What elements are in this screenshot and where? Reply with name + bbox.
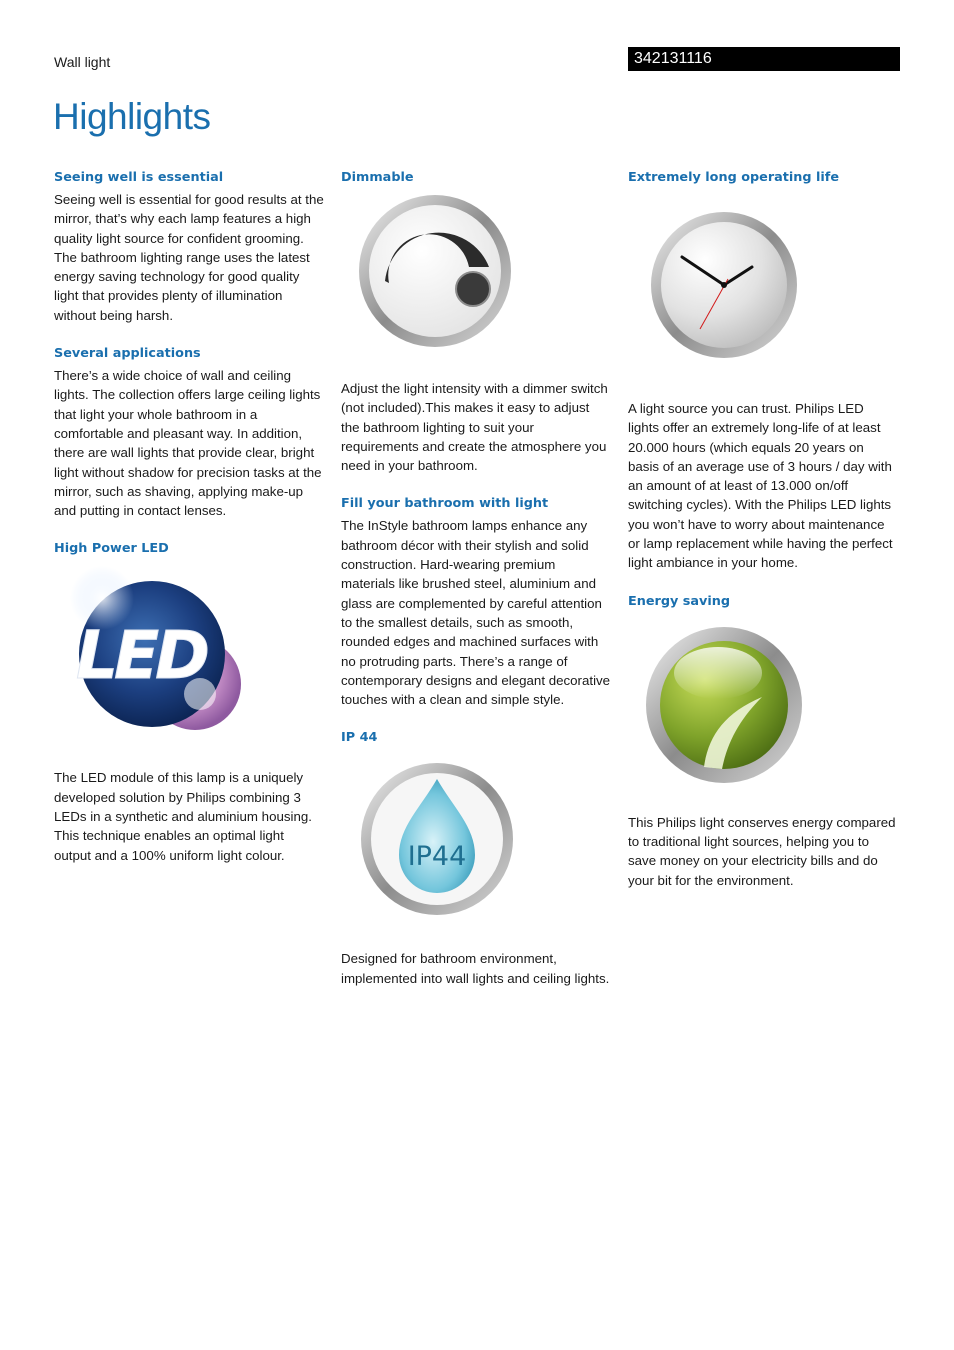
- column-1: [54, 168, 324, 884]
- column-3: [628, 168, 898, 909]
- section-applications: [54, 344, 324, 520]
- clock-icon: [648, 211, 800, 363]
- section-text: The LED module of this lamp is a uniquely developed solution by Philips combining 3 LEDs in a synthetic and aluminium housing. This technique enables an optimal light output and a 100% uniform light colour.: [54, 770, 312, 863]
- dimmer-dial-icon: [355, 193, 515, 353]
- section-heading: Fill your bathroom with light: [341, 496, 549, 512]
- clock-figure: [648, 211, 898, 363]
- product-type: Wall light: [54, 54, 111, 70]
- model-number-bar: 342131116: [628, 47, 900, 71]
- section-led: [54, 539, 324, 864]
- section-heading: Extremely long operating life: [628, 170, 840, 185]
- section-heading: IP 44: [341, 730, 378, 746]
- led-logo-icon: [62, 566, 247, 746]
- water-drop-icon: [357, 761, 517, 921]
- ip44-figure: [357, 761, 611, 921]
- section-heading: Several applications: [54, 346, 201, 362]
- section-text: This Philips light conserves energy compared to traditional light sources, helping you to save money on your electricity bills and do your bit for the environment.: [628, 814, 896, 888]
- section-heading: Dimmable: [341, 170, 414, 185]
- section-lifetime: [628, 168, 898, 573]
- ip44-label: IP44: [407, 841, 467, 873]
- section-text: There’s a wide choice of wall and ceiling lights. The collection offers large ceiling lights that light your whole bathroom in a comfortable and pleasant way. In addition, there are wall lights that provide clear, bright light without shadow for precision tasks at the mirror, such as shaving, applying make-up and putting in contact lenses.: [54, 368, 322, 519]
- section-text: Designed for bathroom environment, implemented into wall lights and ceiling lights.: [341, 951, 610, 986]
- section-heading: Seeing well is essential: [54, 170, 224, 185]
- section-heading: Energy saving: [628, 593, 731, 609]
- section-heading: High Power LED: [54, 541, 169, 557]
- section-text: A light source you can trust. Philips LED lights offer an extremely long-life of at least 20.000 hours (which equals 20 years on basis of an average use of 3 hours / day with an amount of at least of 13.000 on/off switching cycles). With the Philips LED lights you won’t have to worry about maintenance or lamp replacement while having the perfect light ambiance in your home.: [628, 401, 893, 571]
- section-dimmable: [341, 168, 611, 475]
- section-ip44: [341, 728, 611, 988]
- page-title: Highlights: [53, 96, 211, 137]
- section-text: The InStyle bathroom lamps enhance any bathroom décor with their stylish and solid construction. Hard-wearing premium materials like brushed steel, aluminium and glass are complemented by careful attention to the smallest details, such as smooth, rounded edges and machined surfaces with no protruding parts. There’s a range of contemporary designs and elegant decorative touches with a clean and simple style.: [341, 518, 611, 708]
- leaf-icon: [644, 627, 804, 787]
- column-2: [341, 168, 611, 1007]
- section-text: Seeing well is essential for good results at the mirror, that’s why each lamp features a high quality light source for confident grooming. The bathroom lighting range uses the latest energy saving technology for good quality light that provides plenty of illumination without being harsh.: [54, 192, 324, 323]
- section-seeing: [54, 168, 324, 325]
- led-logo-text: LED: [76, 617, 206, 695]
- section-energy: [628, 592, 898, 890]
- dimmer-figure: [355, 193, 611, 353]
- leaf-figure: [644, 627, 898, 787]
- led-figure: [62, 566, 324, 746]
- section-text: Adjust the light intensity with a dimmer switch (not included).This makes it easy to adjust the bathroom lighting to suit your requirements and create the atmosphere you need in your bathroom.: [341, 381, 608, 474]
- section-bathroom: [341, 494, 611, 709]
